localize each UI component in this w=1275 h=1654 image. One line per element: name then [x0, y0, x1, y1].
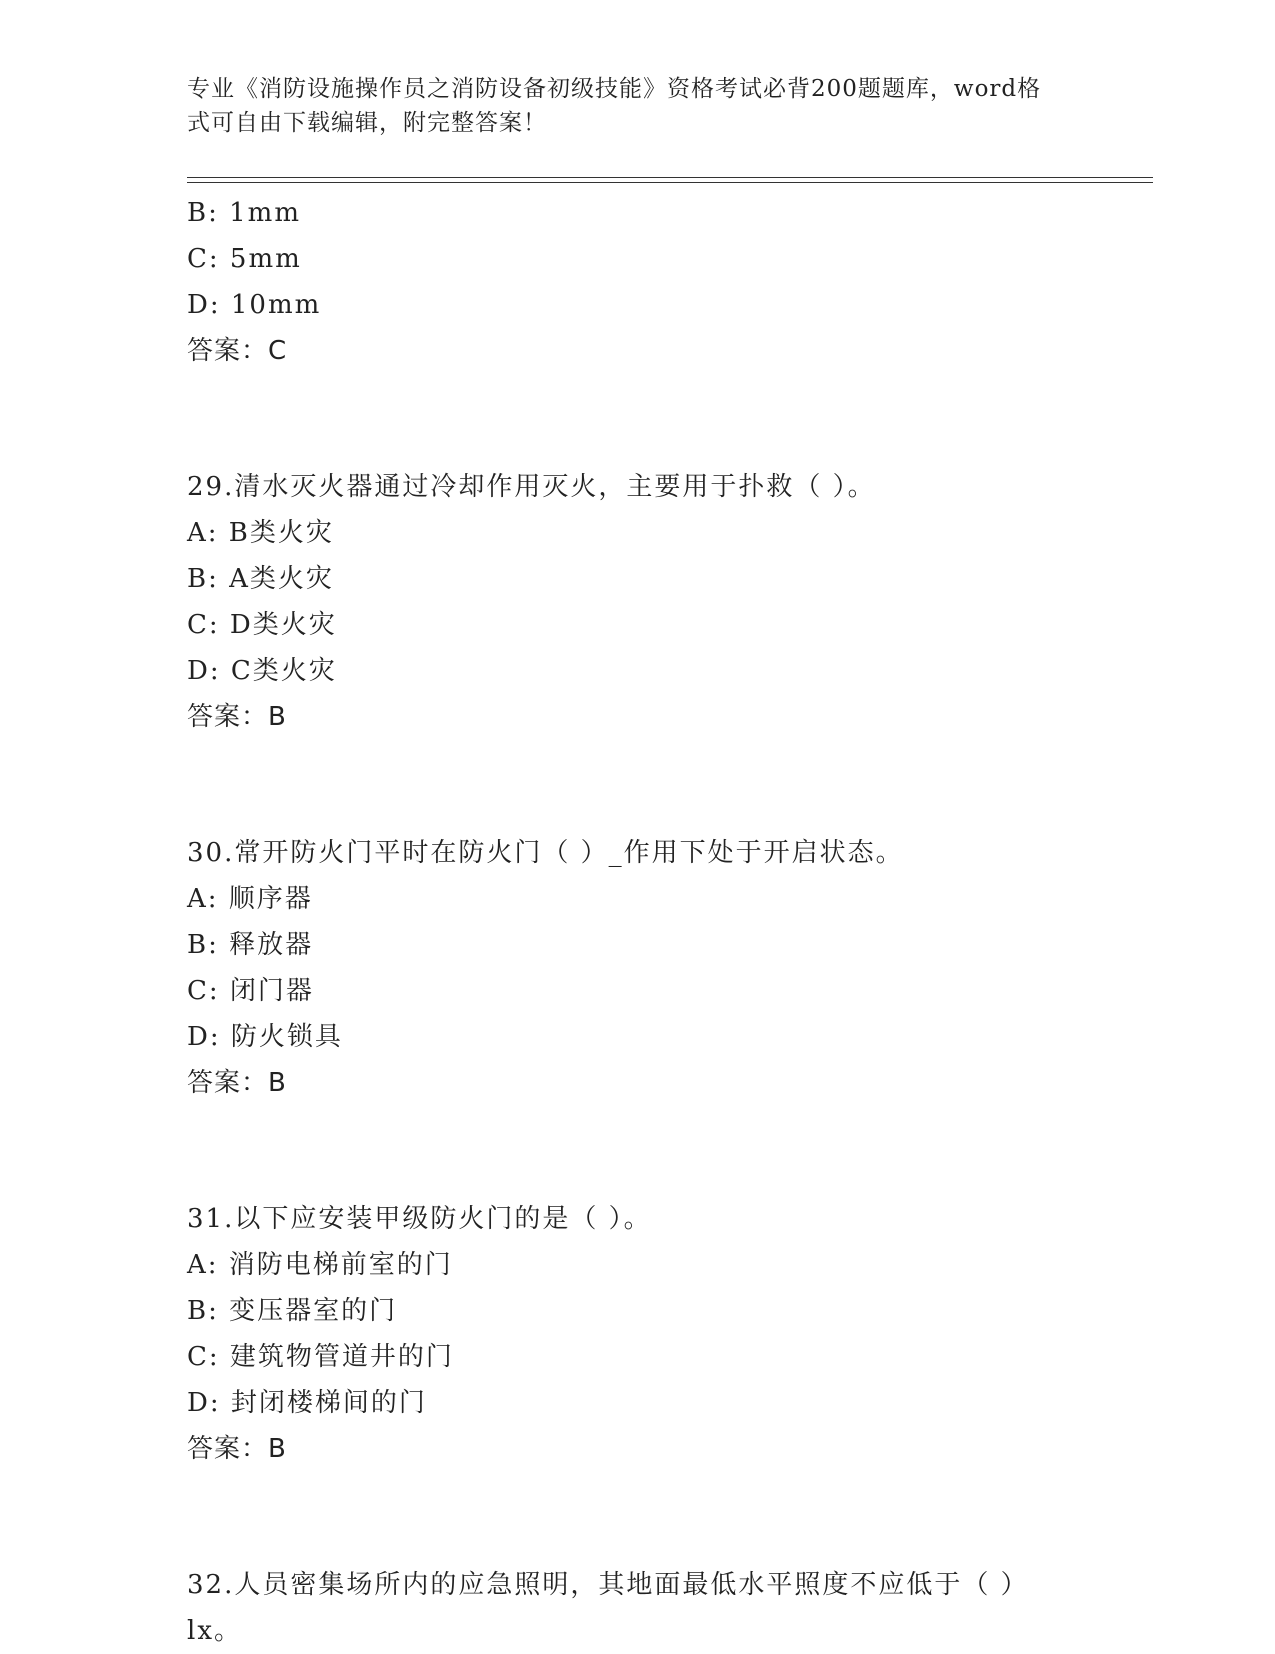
option-a: A: B类火灾 — [187, 518, 334, 548]
question-block — [187, 1196, 1147, 1472]
question-text: 30.常开防火门平时在防火门（ ）_作用下处于开启状态。 — [187, 838, 904, 868]
option-d: D: 防火锁具 — [187, 1022, 343, 1052]
option-b: B: 释放器 — [187, 930, 314, 960]
question-block — [187, 464, 1147, 740]
option-c: C: D类火灾 — [187, 610, 337, 640]
header-line-1: 专业《消防设施操作员之消防设备初级技能》资格考试必背200题题库，word格 — [187, 76, 1042, 102]
option-c: C: 闭门器 — [187, 976, 314, 1006]
header-line-2: 式可自由下载编辑，附完整答案！ — [187, 110, 547, 136]
question-spacer — [187, 1472, 1147, 1562]
question-spacer — [187, 1106, 1147, 1196]
question-text: 29.清水灭火器通过冷却作用灭火，主要用于扑救（ ）。 — [187, 472, 876, 502]
answer-line: 答案：B — [187, 702, 287, 732]
question-list — [187, 190, 1147, 1654]
option-b: B: 1mm — [187, 198, 301, 228]
question-block — [187, 830, 1147, 1106]
option-b: B: 变压器室的门 — [187, 1296, 398, 1326]
header-divider-top — [187, 177, 1153, 178]
answer-line: 答案：B — [187, 1068, 287, 1098]
option-c: C: 5mm — [187, 244, 302, 274]
option-d: D: 封闭楼梯间的门 — [187, 1388, 427, 1418]
option-a: A: 顺序器 — [187, 884, 313, 914]
question-spacer — [187, 374, 1147, 464]
header-divider-bottom — [187, 182, 1153, 183]
option-d: D: 10mm — [187, 290, 322, 320]
option-d: D: C类火灾 — [187, 656, 337, 686]
question-block — [187, 190, 1147, 374]
document-header — [187, 72, 1067, 140]
question-spacer — [187, 740, 1147, 830]
question-text: 32.人员密集场所内的应急照明，其地面最低水平照度不应低于（ ）lx。 — [187, 1570, 1029, 1646]
answer-line: 答案：B — [187, 1434, 287, 1464]
option-a: A: 消防电梯前室的门 — [187, 1250, 453, 1280]
option-b: B: A类火灾 — [187, 564, 334, 594]
option-c: C: 建筑物管道井的门 — [187, 1342, 454, 1372]
question-text: 31.以下应安装甲级防火门的是（ ）。 — [187, 1204, 652, 1234]
question-block — [187, 1562, 1147, 1654]
answer-line: 答案：C — [187, 336, 288, 366]
